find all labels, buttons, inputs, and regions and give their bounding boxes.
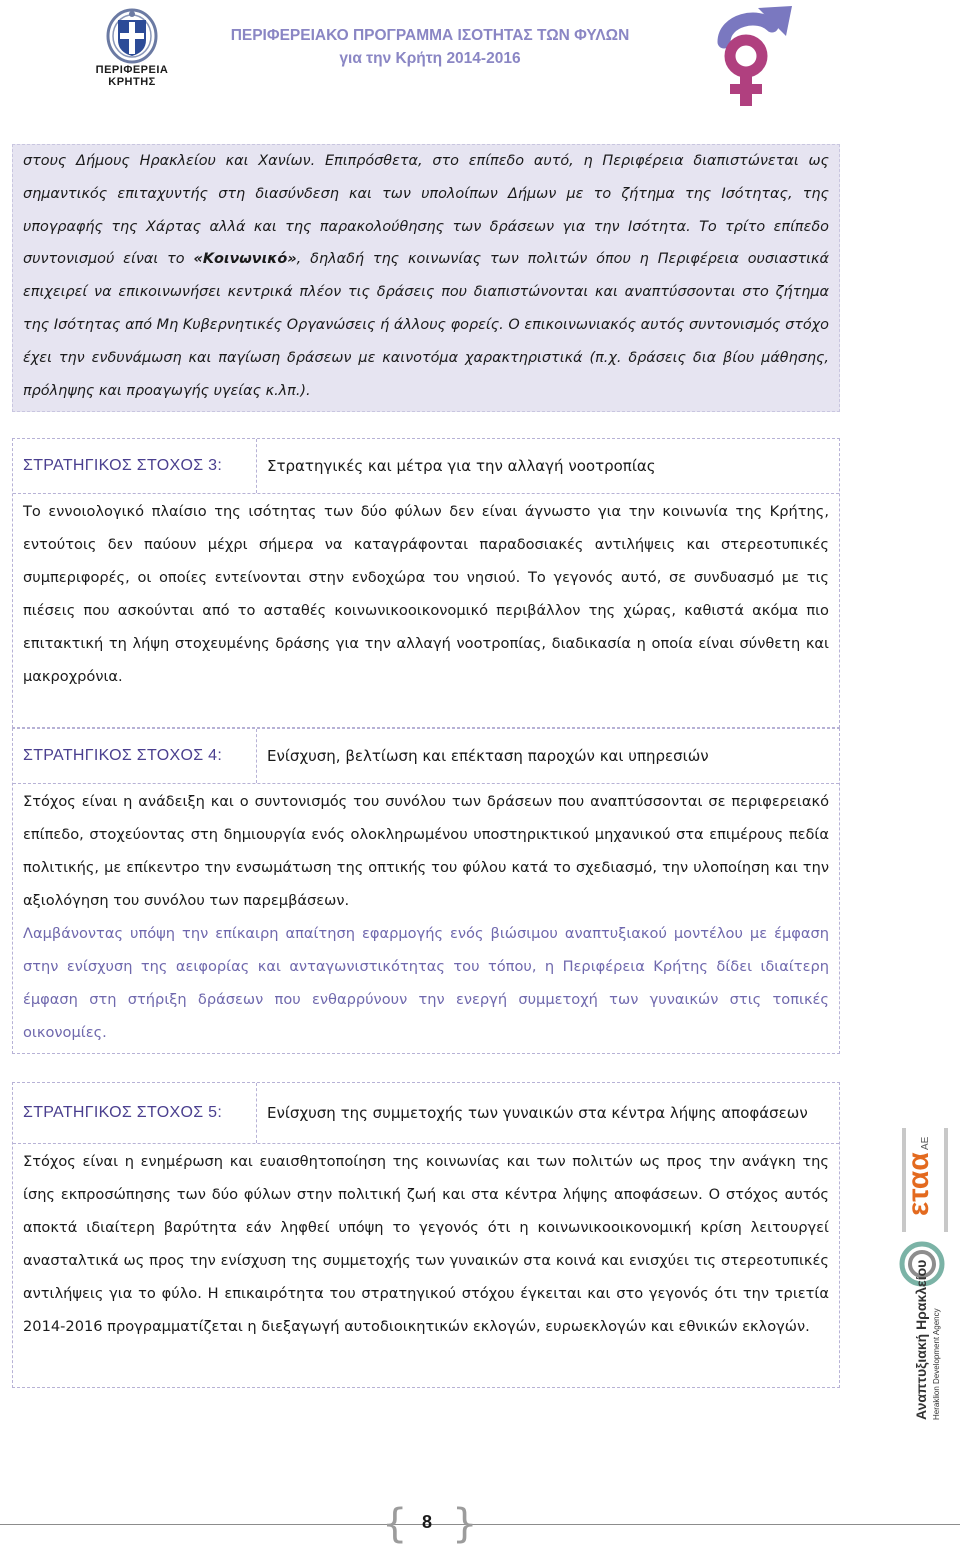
intro-text-part2: , δηλαδή της κοινωνίας των πολιτών όπου η Περιφέρεια ουσιαστικά επιχειρεί να επικοινωνήσει κεντρικά πλέον τις δράσεις που διαπιστώνονται και αναπτύσσονται στο ζήτημα της Ισότητας από Μη Κυβερνητικές Οργανώσεις ή άλλους φορείς. Ο επικοινωνιακός αυτός συντονισμός στόχο έχει την ενδυνάμωση και παγίωση δράσεων με καινοτόμα χαρακτηριστικά (π.χ. δράσεις δια βίου μάθησης, πρόληψης και προαγωγής υγείας κ.λπ.). (23, 251, 829, 399)
strategic-goal-4 (12, 728, 840, 1054)
footer-bracket-right: } (452, 1501, 478, 1547)
etaa-logo (902, 1124, 948, 1236)
goal-4-highlight-text: Λαμβάνοντας υπόψη την επίκαιρη απαίτηση εφαρμογής ενός βιώσιμου αναπτυξιακού μοντέλου με έμφαση στην ενίσχυση της αειφορίας και ανταγωνιστικότητας του τόπου, η Περιφέρεια Κρήτης δίδει ιδιαίτερη έμφαση στη στήριξη δράσεων που ενθαρρύνουν την ενεργή συμμετοχή των γυναικών στις τοπικές οικονομίες. (23, 925, 829, 1041)
goal-5-heading (13, 1083, 839, 1144)
coat-of-arms-icon (104, 6, 160, 64)
goal-3-label: ΣΤΡΑΤΗΓΙΚΟΣ ΣΤΟΧΟΣ 3: (13, 439, 257, 493)
etaa-logo-sub: ΑΕ (920, 1136, 931, 1150)
goal-4-heading (13, 729, 839, 784)
intro-text-part1: στους Δήμους Ηρακλείου και Χανίων. Επιπρόσθετα, στο επίπεδο αυτό, η Περιφέρεια διαπιστώνεται ως σημαντικός επιταχυντής στη διασύνδεση και των υπολοίπων Δήμων με το ζήτημα της Ισότητας, της υπογραφής της Χάρτας αλλά και της παρακολούθησης των δράσεων για την Ισότητα. Το τρίτο επίπεδο συντονισμού είναι το (23, 153, 829, 268)
strategic-goal-3 (12, 438, 840, 728)
footer-rule (0, 1524, 960, 1525)
development-agency-line1: Αναπτυξιακή Ηρακλείου (913, 1259, 929, 1420)
goal-4-label: ΣΤΡΑΤΗΓΙΚΟΣ ΣΤΟΧΟΣ 4: (13, 729, 257, 783)
etaa-logo-text: εταα (902, 1152, 935, 1216)
program-title-line1: ΠΕΡΙΦΕΡΕΙΑΚΟ ΠΡΟΓΡΑΜΜΑ ΙΣΟΤΗΤΑΣ ΤΩΝ ΦΥΛΩΝ (230, 27, 630, 44)
goal-5-title: Ενίσχυση της συμμετοχής των γυναικών στα κέντρα λήψης αποφάσεων (267, 1104, 808, 1122)
strategic-goal-5 (12, 1082, 840, 1388)
intro-section (12, 144, 840, 412)
goal-5-text: Στόχος είναι η ενημέρωση και ευαισθητοποίηση της κοινωνίας και των πολιτών ως προς την ανάγκη της ίσης εκπροσώπησης των δύο φύλων στην πολιτική ζωή και στα κέντρα λήψης αποφάσεων. Ο στόχος αυτός αποκτά ιδιαίτερη βαρύτητα εάν ληφθεί υπόψη το γεγονός ότι η κοινωνικοοικονομική κρίση λειτουργεί ανασταλτικά ως προς την ενίσχυση της συμμετοχής των γυναικών στα κοινά και ενισχύει τις στερεοτυπικές αντιλήψεις για το φύλο. Η επικαιρότητα του στρατηγικού στόχου έγκειται και στο γεγονός ότι την τριετία 2014-2016 προγραμματίζεται η διεξαγωγή αυτοδιοικητικών εκλογών, ευρωεκλογών και εθνικών εκλογών. (23, 1153, 829, 1335)
logo-caption-line1: ΠΕΡΙΦΕΡΕΙΑ (95, 64, 169, 76)
development-agency-line2: Heraklion Development Agency (932, 1308, 941, 1420)
goal-3-heading (13, 439, 839, 494)
goal-5-label: ΣΤΡΑΤΗΓΙΚΟΣ ΣΤΟΧΟΣ 5: (13, 1083, 257, 1143)
development-agency-logo-icon (896, 1236, 956, 1426)
goal-3-text: Το εννοιολογικό πλαίσιο της ισότητας των δύο φύλων δεν είναι άγνωστο για την κοινωνία της Κρήτης, εντούτοις δεν παύουν μέχρι σήμερα να καταγράφονται παραδοσιακές αντιλήψεις και στερεοτυπικές συμπεριφορές, οι οποίες εντείνονται στην ενδοχώρα του νησιού. Το γεγονός αυτό, σε συνδυασμό με τις πιέσεις που ασκούνται από το ασταθές κοινωνικοοικονομικό περιβάλλον της χώρας, καθιστά ακόμα πιο επιτακτική τη λήψη στοχευμένης δράσης για την αλλαγή νοοτροπίας, διαδικασία η οποία είναι σύνθετη και μακροχρόνια. (23, 503, 829, 685)
program-title (180, 24, 680, 70)
logo-caption-line2: ΚΡΗΤΗΣ (108, 76, 156, 88)
gender-equality-symbol (706, 2, 798, 112)
goal-4-text: Στόχος είναι η ανάδειξη και ο συντονισμός του συνόλου των δράσεων που αναπτύσσονται σε περιφερειακό επίπεδο, στοχεύοντας στη δημιουργία ενός ολοκληρωμένου υποστηρικτικού μηχανικού στα επιμέρους πεδία πολιτικής, με επίκεντρο την ενσωμάτωση της οπτικής του φύλου κατά το σχεδιασμό, την υλοποίηση και την αξιολόγηση του συνόλου των παρεμβάσεων. (23, 793, 829, 909)
intro-text-bold: «Κοινωνικό» (193, 251, 297, 268)
intro-paragraph (13, 145, 839, 407)
goal-3-title: Στρατηγικές και μέτρα για την αλλαγή νοοτροπίας (267, 457, 656, 475)
goal-4-title: Ενίσχυση, βελτίωση και επέκταση παροχών και υπηρεσιών (267, 747, 709, 765)
heraklion-development-agency-logo (896, 1236, 956, 1426)
etaa-logo-icon (902, 1124, 948, 1236)
program-title-line2: για την Κρήτη 2014-2016 (339, 50, 521, 67)
region-crete-logo (92, 6, 172, 94)
footer-bracket-left: { (382, 1501, 408, 1547)
gender-symbol-icon (706, 2, 798, 112)
page-number: 8 (421, 1512, 432, 1532)
